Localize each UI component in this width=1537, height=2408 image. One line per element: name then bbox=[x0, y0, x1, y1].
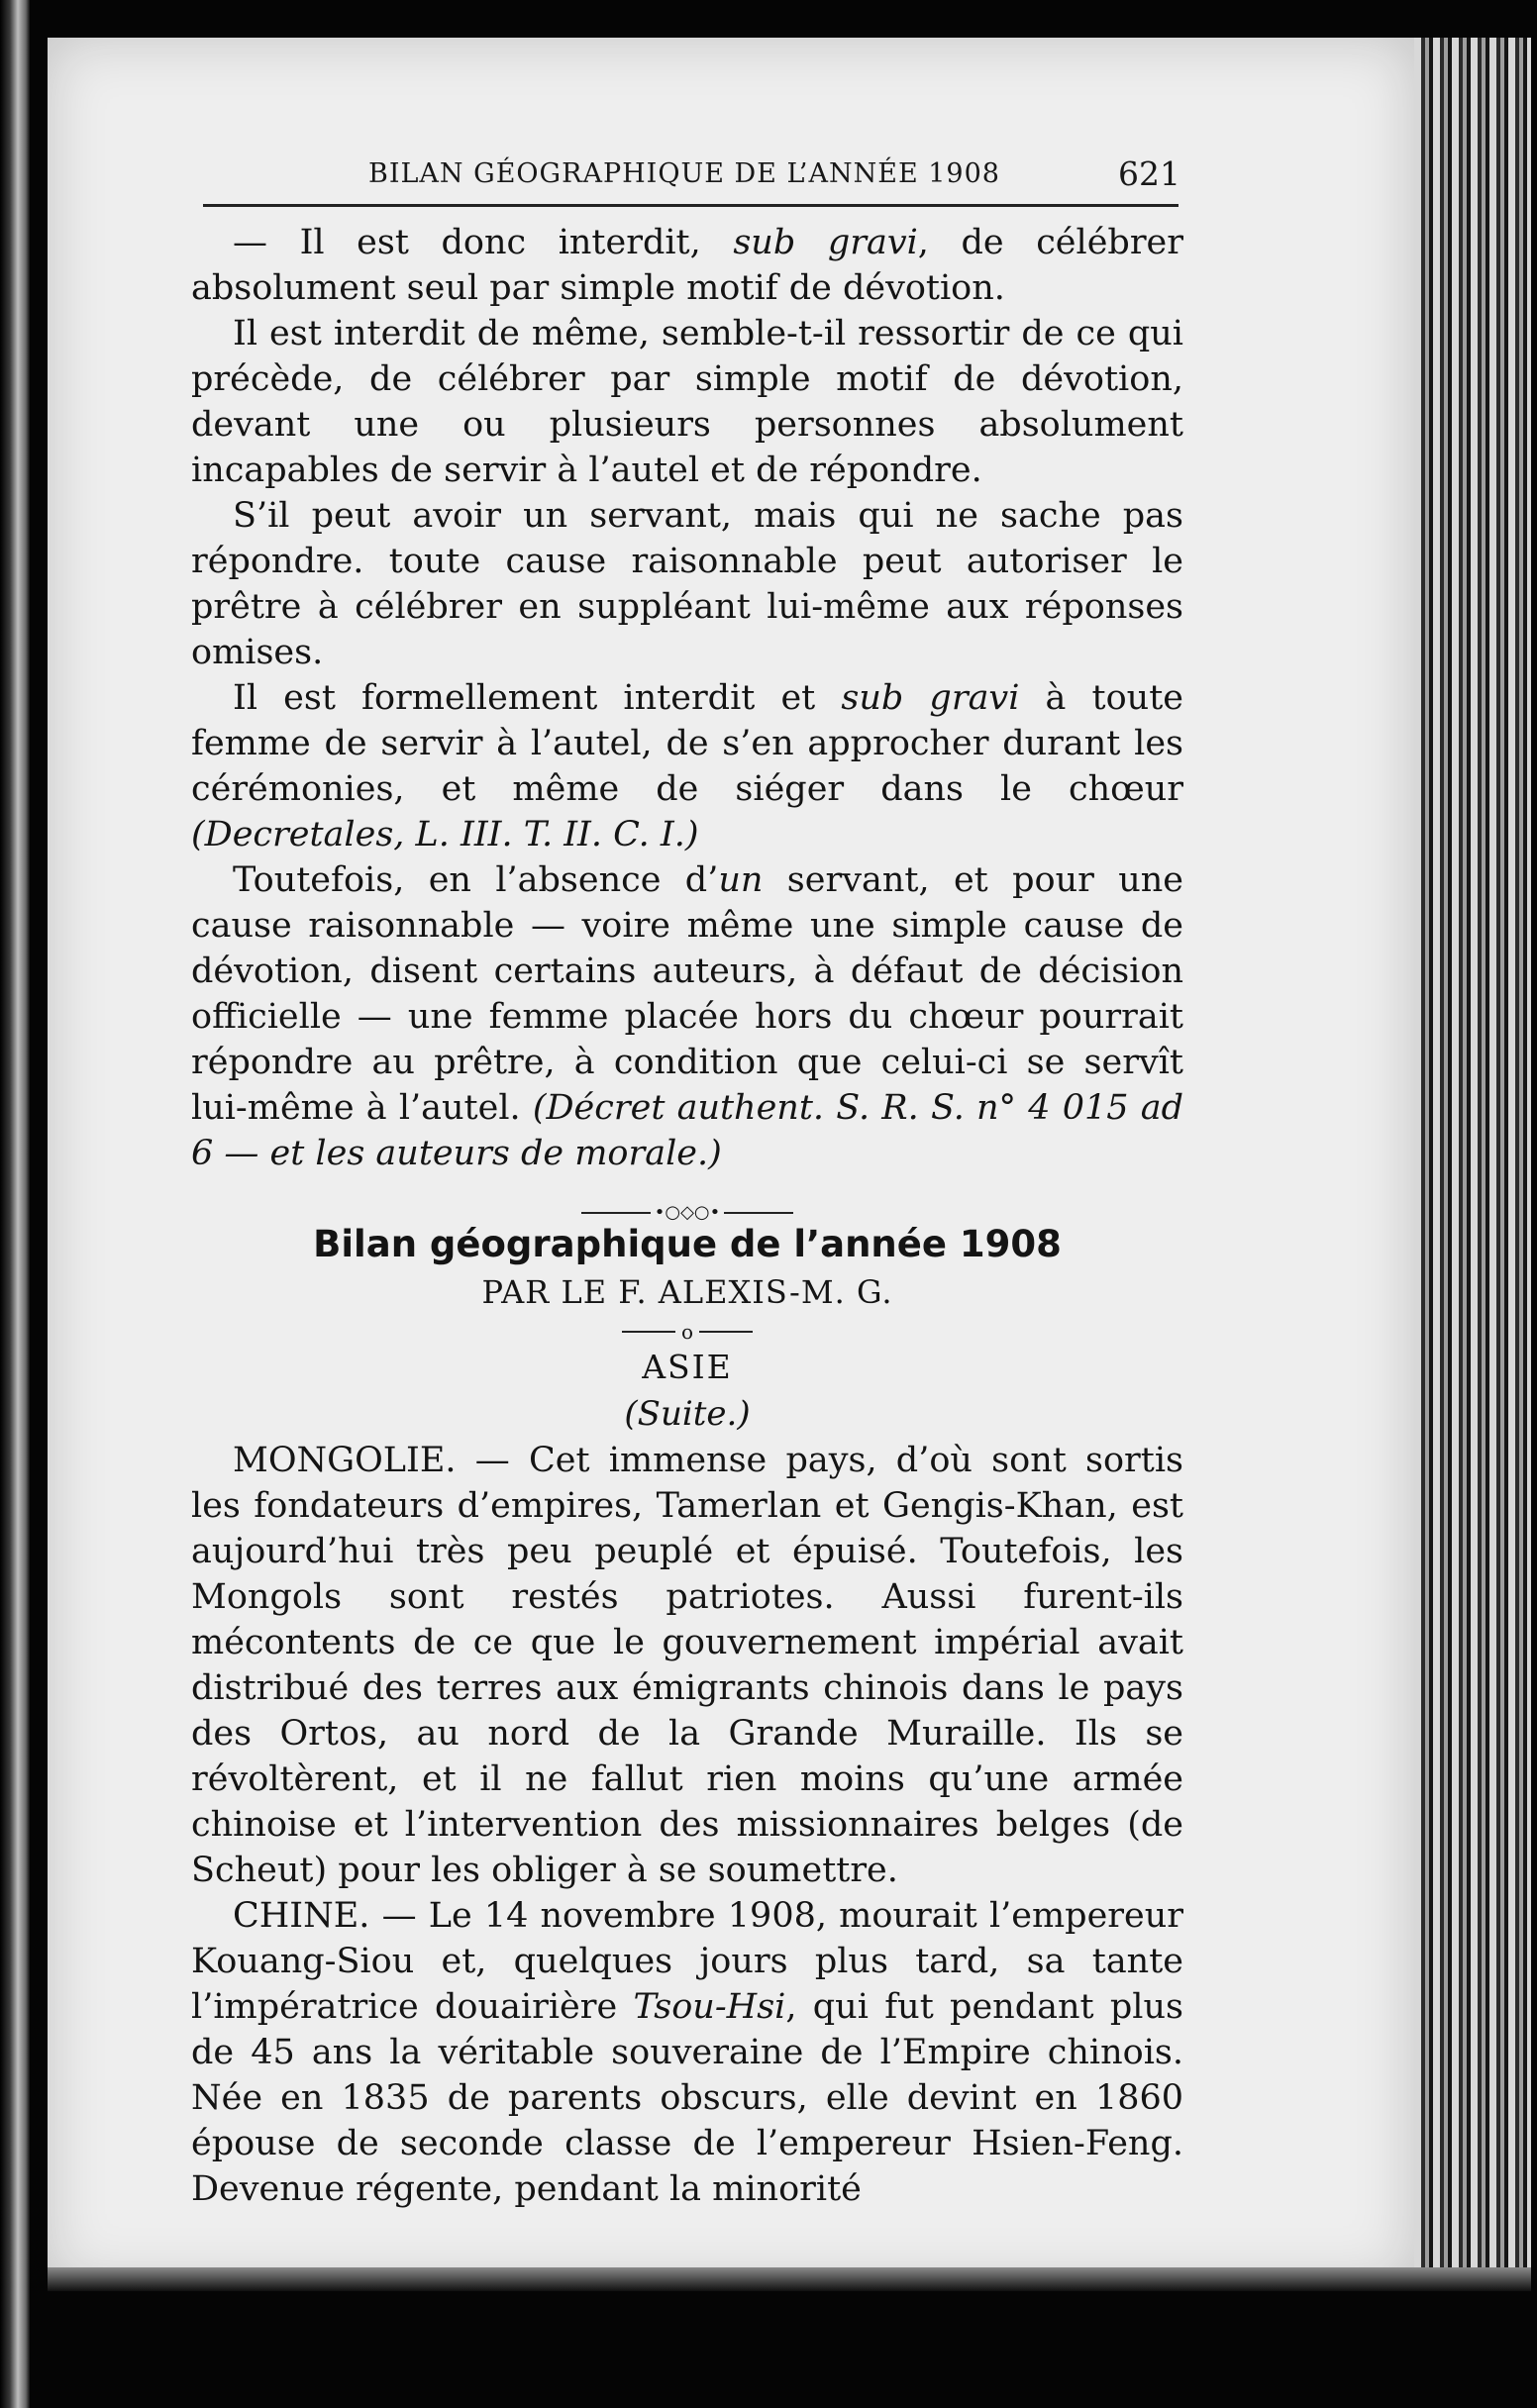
circle-ornament-icon: o bbox=[680, 1319, 694, 1344]
italic-name: Tsou-Hsi bbox=[633, 1987, 786, 2027]
article-byline: PAR LE F. ALEXIS-M. G. bbox=[481, 1273, 893, 1311]
reference-citation: (Décret authent. S. R. S. n° 4 015 ad 6 — et les auteurs de morale.) bbox=[191, 1088, 1183, 1173]
book-left-edge bbox=[0, 0, 30, 2408]
article-title: Bilan géographique de l’année 1908 bbox=[313, 1223, 1062, 1265]
paragraph-4: Il est formellement interdit et sub gravi à toute femme de servir à l’autel, de s’en approcher durant les cérémonies, et même de siéger dans le chœur (Decretales, L. III. T. II. C. I.) bbox=[191, 678, 1183, 854]
reference-citation: (Decretales, L. III. T. II. C. I.) bbox=[191, 815, 699, 854]
paragraph-label: CHINE. bbox=[233, 1896, 370, 1936]
book-bottom-shadow bbox=[48, 2267, 1531, 2291]
ornament-separator bbox=[191, 1188, 1183, 1223]
italic-phrase: sub gravi bbox=[733, 223, 918, 262]
ornament-icon: •○◇○• bbox=[654, 1201, 721, 1223]
running-title: BILAN GÉOGRAPHIQUE DE L’ANNÉE 1908 bbox=[368, 158, 1000, 189]
paragraph-3: S’il peut avoir un servant, mais qui ne sache pas répondre. toute cause raisonnable peut autoriser le prêtre à célébrer en suppléant lui-même aux réponses omises. bbox=[191, 496, 1183, 672]
running-header bbox=[198, 154, 1188, 204]
section-heading: ASIE bbox=[642, 1348, 733, 1386]
section-subtitle: (Suite.) bbox=[624, 1394, 751, 1434]
paragraph-5: Toutefois, en l’absence d’un servant, et pour une cause raisonnable — voire même une simple cause de dévotion, disent certains auteurs, à défaut de décision officielle — une femme placée hors du chœur pourrait répondre au prêtre, à condition que celui-ci se servît lui-même à l’autel. (Décret authent. S. R. S. n° 4 015 ad 6 — et les auteurs de morale.) bbox=[191, 860, 1184, 1173]
page-number: 621 bbox=[1118, 154, 1180, 193]
paragraph-1: — Il est donc interdit, sub gravi, de célébrer absolument seul par simple motif de dévotion. bbox=[191, 223, 1184, 308]
italic-word: un bbox=[718, 860, 764, 900]
paragraph-2: Il est interdit de même, semble-t-il ressortir de ce qui précède, de célébrer par simple motif de dévotion, devant une ou plusieurs personnes absolument incapables de servir à l’autel et de répondre. bbox=[191, 314, 1183, 490]
header-rule bbox=[203, 204, 1178, 207]
paragraph-label: MONGOLIE. bbox=[233, 1441, 457, 1480]
small-separator bbox=[191, 1315, 1183, 1345]
paragraph-mongolie: MONGOLIE. — Cet immense pays, d’où sont sortis les fondateurs d’empires, Tamerlan et Gengis-Khan, est aujourd’hui très peu peuplé et épuisé. Toutefois, les Mongols sont restés patriotes. Aussi furent-ils mécontents de ce que le gouvernement impérial avait distribué des terres aux émigrants chinois dans le pays des Ortos, au nord de la Grande Muraille. Ils se révoltèrent, et il ne fallut rien moins qu’une armée chinoise et l’intervention des missionnaires belges (de Scheut) pour les obliger à se soumettre. bbox=[191, 1441, 1183, 1890]
page-stack-edge bbox=[1414, 38, 1531, 2285]
page-text bbox=[191, 220, 1183, 2212]
paragraph-chine: CHINE. — Le 14 novembre 1908, mourait l’empereur Kouang-Siou et, quelques jours plus tard, sa tante l’impératrice douairière Tsou-Hsi, qui fut pendant plus de 45 ans la véritable souveraine de l’Empire chinois. Née en 1835 de parents obscurs, elle devint en 1860 épouse de seconde classe de l’empereur Hsien-Feng. Devenue régente, pendant la minorité bbox=[191, 1896, 1183, 2209]
italic-phrase: sub gravi bbox=[841, 678, 1020, 718]
